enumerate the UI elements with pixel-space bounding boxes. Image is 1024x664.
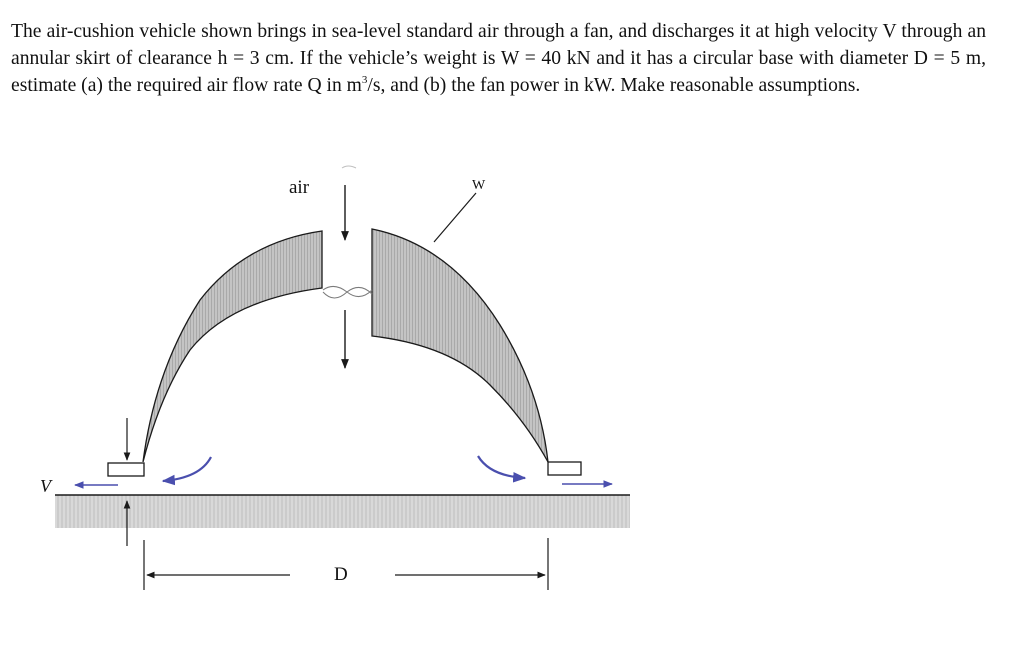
velocity-label: V (40, 476, 51, 496)
left-internal-flow-arrow (163, 457, 211, 481)
problem-text-part1: The air-cushion vehicle shown brings in sea-level standard air through a fan, and discharges it at high velocity V through an annular skirt of clearance h = 3 cm. If the vehicle’s weight is W = 40 kN and it has a circular base with diameter D = 5 m, estimate (a) the required air flow rate Q in m (11, 21, 986, 96)
hull-left-half (143, 231, 322, 462)
weight-pointer-line (434, 193, 476, 242)
weight-label: W (472, 178, 486, 193)
left-skirt (108, 463, 144, 476)
air-label: air (289, 177, 310, 198)
cubic-superscript: 3 (361, 74, 368, 86)
air-inlet-swirl-icon (342, 166, 356, 168)
ground-surface (55, 495, 630, 528)
right-internal-flow-arrow (478, 456, 525, 478)
diameter-label: D (334, 564, 348, 585)
fan-icon (323, 286, 372, 298)
right-skirt (548, 462, 581, 475)
hull-right-half (372, 229, 548, 462)
problem-text-part2: /s, and (b) the fan power in kW. Make reasonable assumptions. (367, 75, 861, 96)
